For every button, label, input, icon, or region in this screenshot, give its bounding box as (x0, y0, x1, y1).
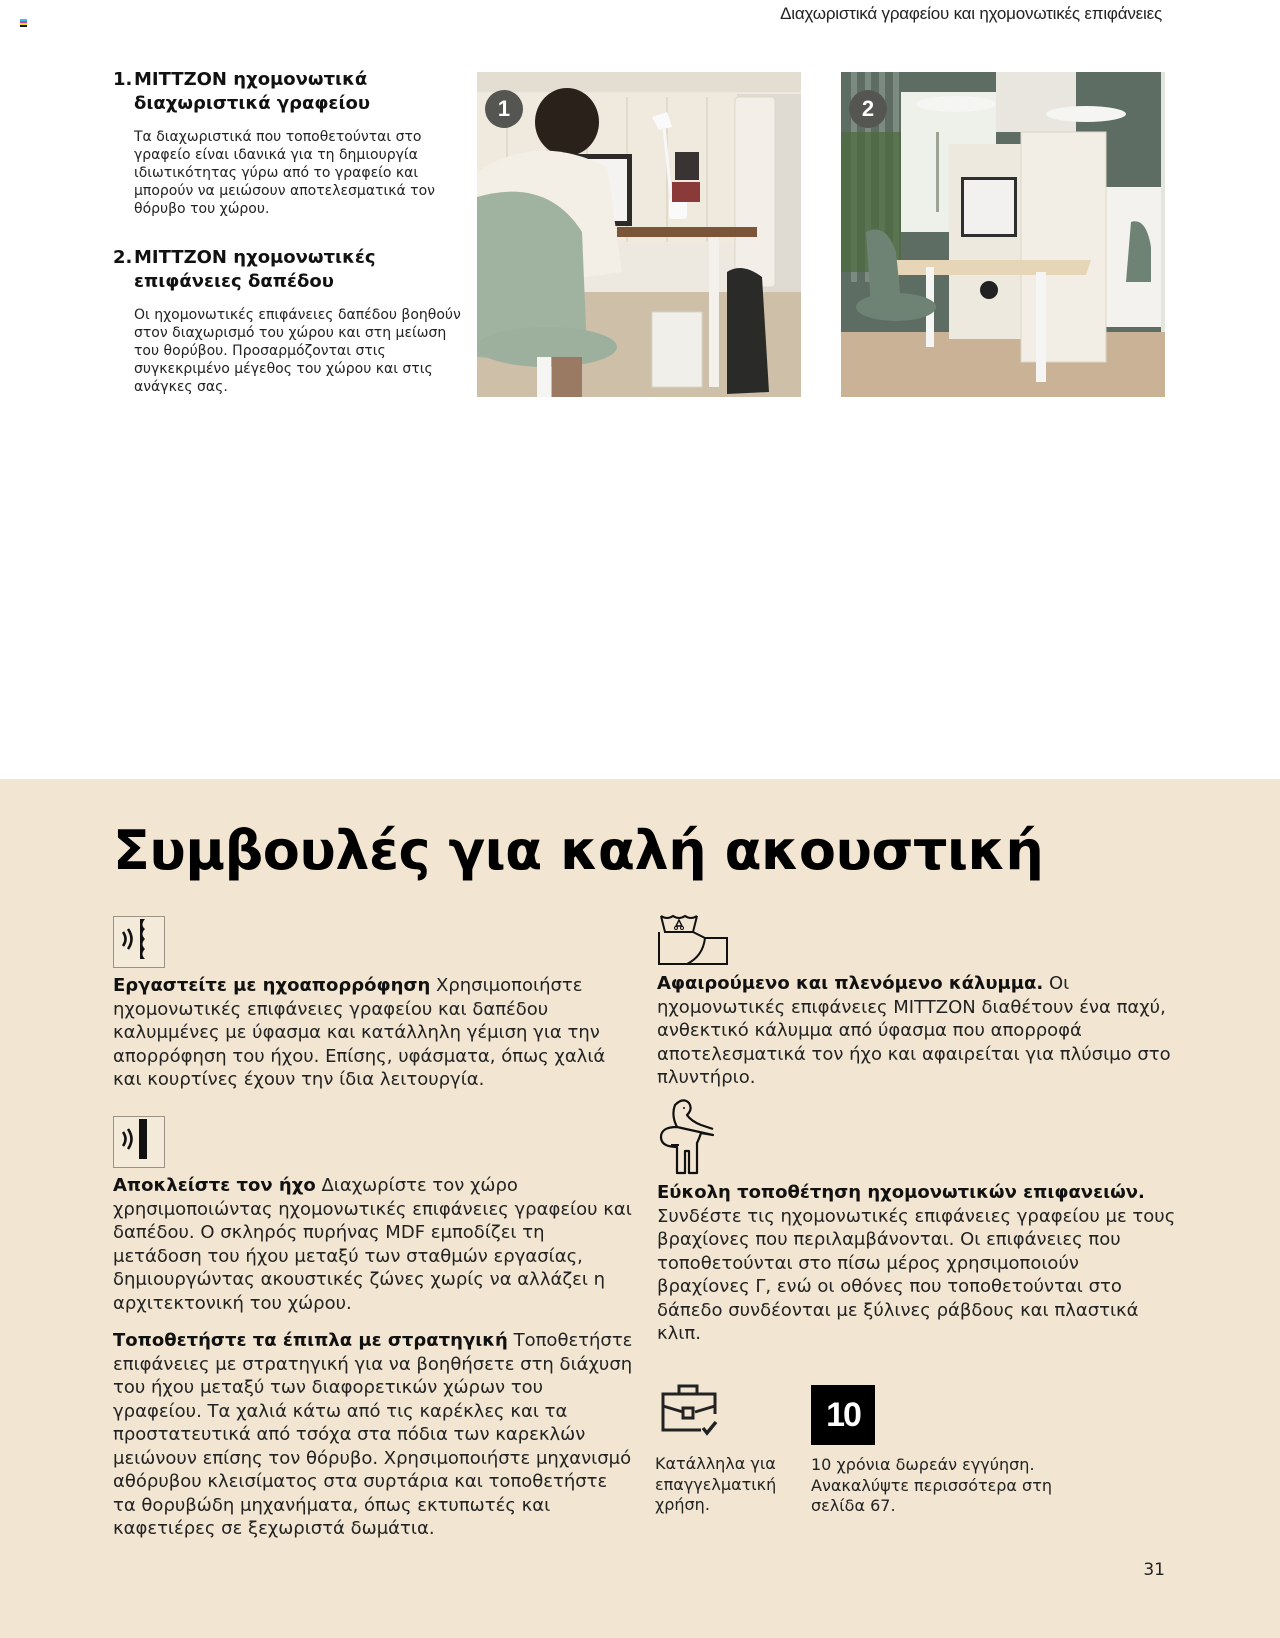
tip-body: Οι ηχομονωτικές επιφάνειες MITTZON διαθέτουν ένα παχύ, ανθεκτικό κάλυμμα από ύφασμα που απορροφά αποτελεσματικά τον ήχο και αφαιρείται για πλύσιμο στο πλυντήριο. (657, 973, 1171, 1088)
tip-sound-absorption (113, 916, 633, 1092)
tip-text (657, 1181, 1177, 1346)
tip-strategic-placement (113, 1329, 633, 1541)
photo-desk-screen-illustration (477, 72, 801, 397)
feature-text: 10 χρόνια δωρεάν εγγύηση. Ανακαλύψτε περισσότερα στη σελίδα 67. (811, 1455, 1052, 1515)
product-description: Οι ηχομονωτικές επιφάνειες δαπέδου βοηθούν στον διαχωρισμό του χώρου και στη μείωση του θορύβου. Προσαρμόζονται στις συγκεκριμένο μέγεθος του χώρου και στις ανάγκες σας. (134, 307, 461, 395)
photo-floor-screen-illustration (841, 72, 1165, 397)
feature-text: Κατάλληλα για επαγγελματική χρήση. (655, 1454, 777, 1514)
briefcase-check-icon (659, 1384, 719, 1440)
photo-desk-screen (477, 72, 801, 397)
product-mittzon-desk-screens (113, 68, 468, 218)
product-heading (113, 68, 468, 116)
feature-10-year-warranty (811, 1385, 1061, 1517)
sound-absorb-icon (113, 916, 165, 968)
sound-block-icon (113, 1116, 165, 1168)
print-mark-black (20, 25, 27, 27)
warranty-10-badge: 10 (811, 1385, 875, 1445)
tip-heading: Αποκλείστε τον ήχο (113, 1175, 316, 1196)
removable-washable-cover-icon (657, 914, 729, 966)
tip-body: Χρησιμοποιήστε ηχομονωτικές επιφάνειες γραφείου και δαπέδου καλυμμένες με ύφασμα και κατάλληλη γέμιση για την απορρόφηση του ήχου. Επίσης, υφάσματα, όπως χαλιά και κουρτίνες έχουν την ίδια λειτουργία. (113, 975, 606, 1090)
product-mittzon-floor-screens (113, 246, 468, 396)
photo-floor-screen (841, 72, 1165, 397)
tip-heading: Εύκολη τοποθέτηση ηχομονωτικών επιφανειών. (657, 1182, 1145, 1203)
tip-body: Διαχωρίστε τον χώρο χρησιμοποιώντας ηχομονωτικές επιφάνειες γραφείου και δαπέδου. Ο σκληρός πυρήνας MDF εμποδίζει τη μετάδοση του ήχου μεταξύ των σταθμών εργασίας, δημιουργώντας ακουστικές ζώνες χωρίς να αλλάζει η αρχιτεκτονική του χώρου. (113, 1175, 632, 1314)
product-number: 2. (113, 247, 133, 268)
tip-block-sound (113, 1116, 633, 1315)
tip-heading: Εργαστείτε με ηχοαπορρόφηση (113, 975, 431, 996)
tip-text (113, 1174, 633, 1315)
feature-professional-use (655, 1384, 795, 1516)
acoustic-tips-section (0, 779, 1280, 1638)
tip-heading: Τοποθετήστε τα έπιπλα με στρατηγική (113, 1330, 508, 1351)
tips-section-title: Συμβουλές για καλή ακουστική (113, 819, 1044, 882)
tip-heading: Αφαιρούμενο και πλενόμενο κάλυμμα. (657, 973, 1044, 994)
product-description: Τα διαχωριστικά που τοποθετούνται στο γραφείο είναι ιδανικά για τη δημιουργία ιδιωτικότητας γύρω από το γραφείο και μπορούν να μειώσουν αποτελεσματικά τον θόρυβο του χώρου. (134, 129, 435, 217)
tip-text (657, 972, 1177, 1090)
photo-badge-number: 2 (849, 90, 887, 128)
product-heading (113, 246, 468, 294)
easy-assembly-person-icon (657, 1097, 717, 1175)
tip-text (113, 1329, 633, 1541)
product-title: MITTZON ηχομονωτικές επιφάνειες δαπέδου (134, 247, 376, 292)
running-header-title: Διαχωριστικά γραφείου και ηχομονωτικές επιφάνειες (780, 4, 1162, 23)
tip-easy-mounting (657, 1097, 1177, 1346)
page-number: 31 (1143, 1560, 1165, 1580)
tip-text (113, 974, 633, 1092)
product-title: MITTZON ηχομονωτικά διαχωριστικά γραφείου (134, 69, 370, 114)
print-color-marks (20, 19, 27, 27)
tip-removable-cover (657, 914, 1177, 1090)
tip-body: Τοποθετήστε επιφάνειες με στρατηγική για να βοηθήσετε στη διάχυση του ήχου μεταξύ των διαφορετικών χώρων του γραφείου. Τα χαλιά κάτω από τις καρέκλες και τα προστατευτικά από τσόχα στα πόδια των καρεκλών μειώνουν επίσης τον θόρυβο. Χρησιμοποιήστε μηχανισμό αθόρυβου κλεισίματος στα συρτάρια και τοποθετήστε τα θορυβώδη μηχανήματα, όπως εκτυπωτές και καφετιέρες σε ξεχωριστά δωμάτια. (113, 1330, 633, 1539)
tip-body: Συνδέστε τις ηχομονωτικές επιφάνειες γραφείου με τους βραχίονες που περιλαμβάνονται. Οι επιφάνειες που τοποθετούνται στο πίσω μέρος χρησιμοποιούν βραχίονες Γ, ενώ οι οθόνες που τοποθετούνται στο δάπεδο συνδέονται με ξύλινες ράβδους και πλαστικά κλιπ. (657, 1205, 1176, 1344)
photo-badge-number: 1 (485, 90, 523, 128)
product-number: 1. (113, 69, 133, 90)
